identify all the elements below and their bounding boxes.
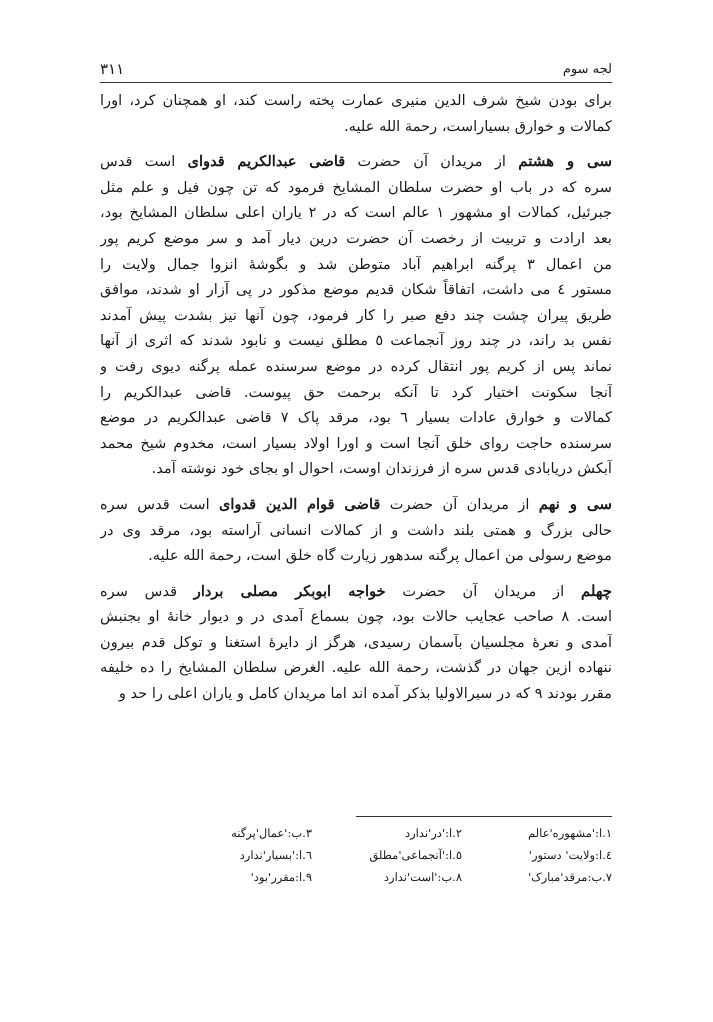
footnote: ٢.ا:'در'ندارد xyxy=(404,826,462,840)
footnote: ٣.ب:'عمال'پرگنه xyxy=(231,826,312,840)
paragraph-gap xyxy=(100,139,612,149)
paragraph xyxy=(100,149,612,482)
page-header xyxy=(100,62,612,83)
section-label: سی و نهم xyxy=(538,494,612,513)
text-line xyxy=(100,579,612,605)
text-line: مستور ٤ می داشت، اتفاقاً شکان قدیم موضع مذکور در پی آزار او شدند، موافق xyxy=(100,281,612,299)
text-line: است. ٨ صاحب عجایب حالات بود، چون بسماع آمدی در و دیوار خانۀ او بجنبش xyxy=(100,608,612,626)
text-line: آنجا سکونت اختیار کرد تا آنکه برحمت حق پیوست. قاضی عبدالکریم را xyxy=(100,383,612,401)
text-line: حالی بزرگ و همتی بلند داشت و از کمالات انسانی آراسته بود، مرقد وی در xyxy=(100,521,612,539)
paragraph-gap xyxy=(100,569,612,579)
line-text: قدس سره xyxy=(100,582,194,600)
footnotes xyxy=(100,822,612,888)
line-text: است قدس xyxy=(100,153,188,171)
paragraph xyxy=(100,579,612,707)
footnote: ٩.ا:مقرر'بود' xyxy=(250,870,312,884)
person-name: قاضی قوام الدین قدوای xyxy=(218,495,381,513)
line-text: از مریدان آن حضرت xyxy=(345,153,519,171)
text-line: سرسنده حاجت روای خلق آنجا است و اورا اولاد بسیار است، مخدوم شیخ محمد xyxy=(100,434,612,452)
footnote: ٦.ا:'بسیار'ندارد xyxy=(239,848,312,862)
text-line: موضع رسولی من اعمال پرگنه سدهور زیارت گاه خلق است، رحمة الله علیه. xyxy=(148,547,612,565)
text-line: نفس بد راند، در چند روز آنجماعت ٥ مطلق نیست و نابود شدند که اثری از آنها xyxy=(100,332,612,350)
text-line: سره که در باب او حضرت سلطان المشایخ فرمود که تن چون فیل و علم مثل xyxy=(100,178,612,196)
paragraph xyxy=(100,492,612,569)
text-line: آمدی و نعرۀ مجلسیان بآسمان رسیدی، هرگز از دایرۀ استغنا و توکل قدم بیرون xyxy=(100,633,612,651)
footnote-row xyxy=(100,866,612,888)
text-line: کمالات و خوارق عادات بسیار ٦ بود، مرقد پاک ٧ قاضی عبدالکریم در موضع xyxy=(100,409,612,427)
footnote-rule xyxy=(356,816,612,817)
person-name: قاضی عبدالکریم قدوای xyxy=(187,153,346,171)
footnote-row xyxy=(100,844,612,866)
footnote-row xyxy=(100,822,612,844)
footnote: ٧.ب:مرقد'مبارک' xyxy=(528,870,612,884)
section-label: چهلم xyxy=(580,581,612,600)
body-text xyxy=(100,88,612,707)
paragraph xyxy=(100,88,612,139)
paragraph-gap xyxy=(100,482,612,492)
page-number: ۳۱۱ xyxy=(100,60,125,78)
text-line: مقرر بودند ٩ که در سیرالاولیا بذکر آمده اند اما مریدان کامل و یاران اعلی را حد و xyxy=(118,685,612,703)
text-line: ننهاده ازین جهان در گذشت، رحمة الله علیه. الغرض سلطان المشایخ را ده خلیفه xyxy=(100,659,612,677)
text-line: نماند پس از کریم پور انتقال کرده در موضع سرسنده عمله پرگنه دیوی رفت و xyxy=(100,357,612,375)
text-line: برای بودن شیخ شرف الدین منیری عمارت پخته راست کند، او همچنان کرد، اورا xyxy=(100,92,612,109)
text-line: طریق پیران چشت چند دفع صبر را کار فرمود، چون آنها نیز بشدت پیش آمدند xyxy=(100,306,612,324)
section-label: سی و هشتم xyxy=(518,152,612,171)
text-line: آبکش دریابادی قدس سره از فرزندان اوست، احوال او بجای خود نوشته آمد. xyxy=(151,460,612,478)
text-line: جبرئیل، کمالات او مشهور ١ عالم است که در ٢ یاران اعلی سلطان المشایخ بود، xyxy=(100,204,612,222)
person-name: خواجه ابوبکر مصلی بردار xyxy=(193,582,386,600)
footnote: ٥.ا:'آنجماعی'مطلق xyxy=(369,848,462,862)
line-text: از مریدان آن حضرت xyxy=(385,582,581,600)
running-title: لجه سوم xyxy=(562,62,612,77)
footnote: ٨.ب:'است'ندارد xyxy=(383,870,462,884)
text-line xyxy=(100,492,612,518)
text-line: من اعمال ٣ پرگنه ابراهیم آباد متوطن شد و بگوشۀ انزوا جمال ولایت را xyxy=(100,255,612,273)
text-line xyxy=(100,149,612,175)
line-text: است قدس سره xyxy=(100,495,219,513)
footnote: ١.ا:'مشهوره'عالم xyxy=(528,826,612,840)
text-line: کمالات و خوارق بسیاراست، رحمة الله علیه. xyxy=(344,117,612,135)
footnote: ٤.ا:ولایت' دستور' xyxy=(528,848,612,862)
line-text: از مریدان آن حضرت xyxy=(380,495,539,513)
text-line: بعد ارادت و تربیت از رخصت آن حضرت درین دیار آمد و سر موضع کریم پور xyxy=(100,229,612,247)
